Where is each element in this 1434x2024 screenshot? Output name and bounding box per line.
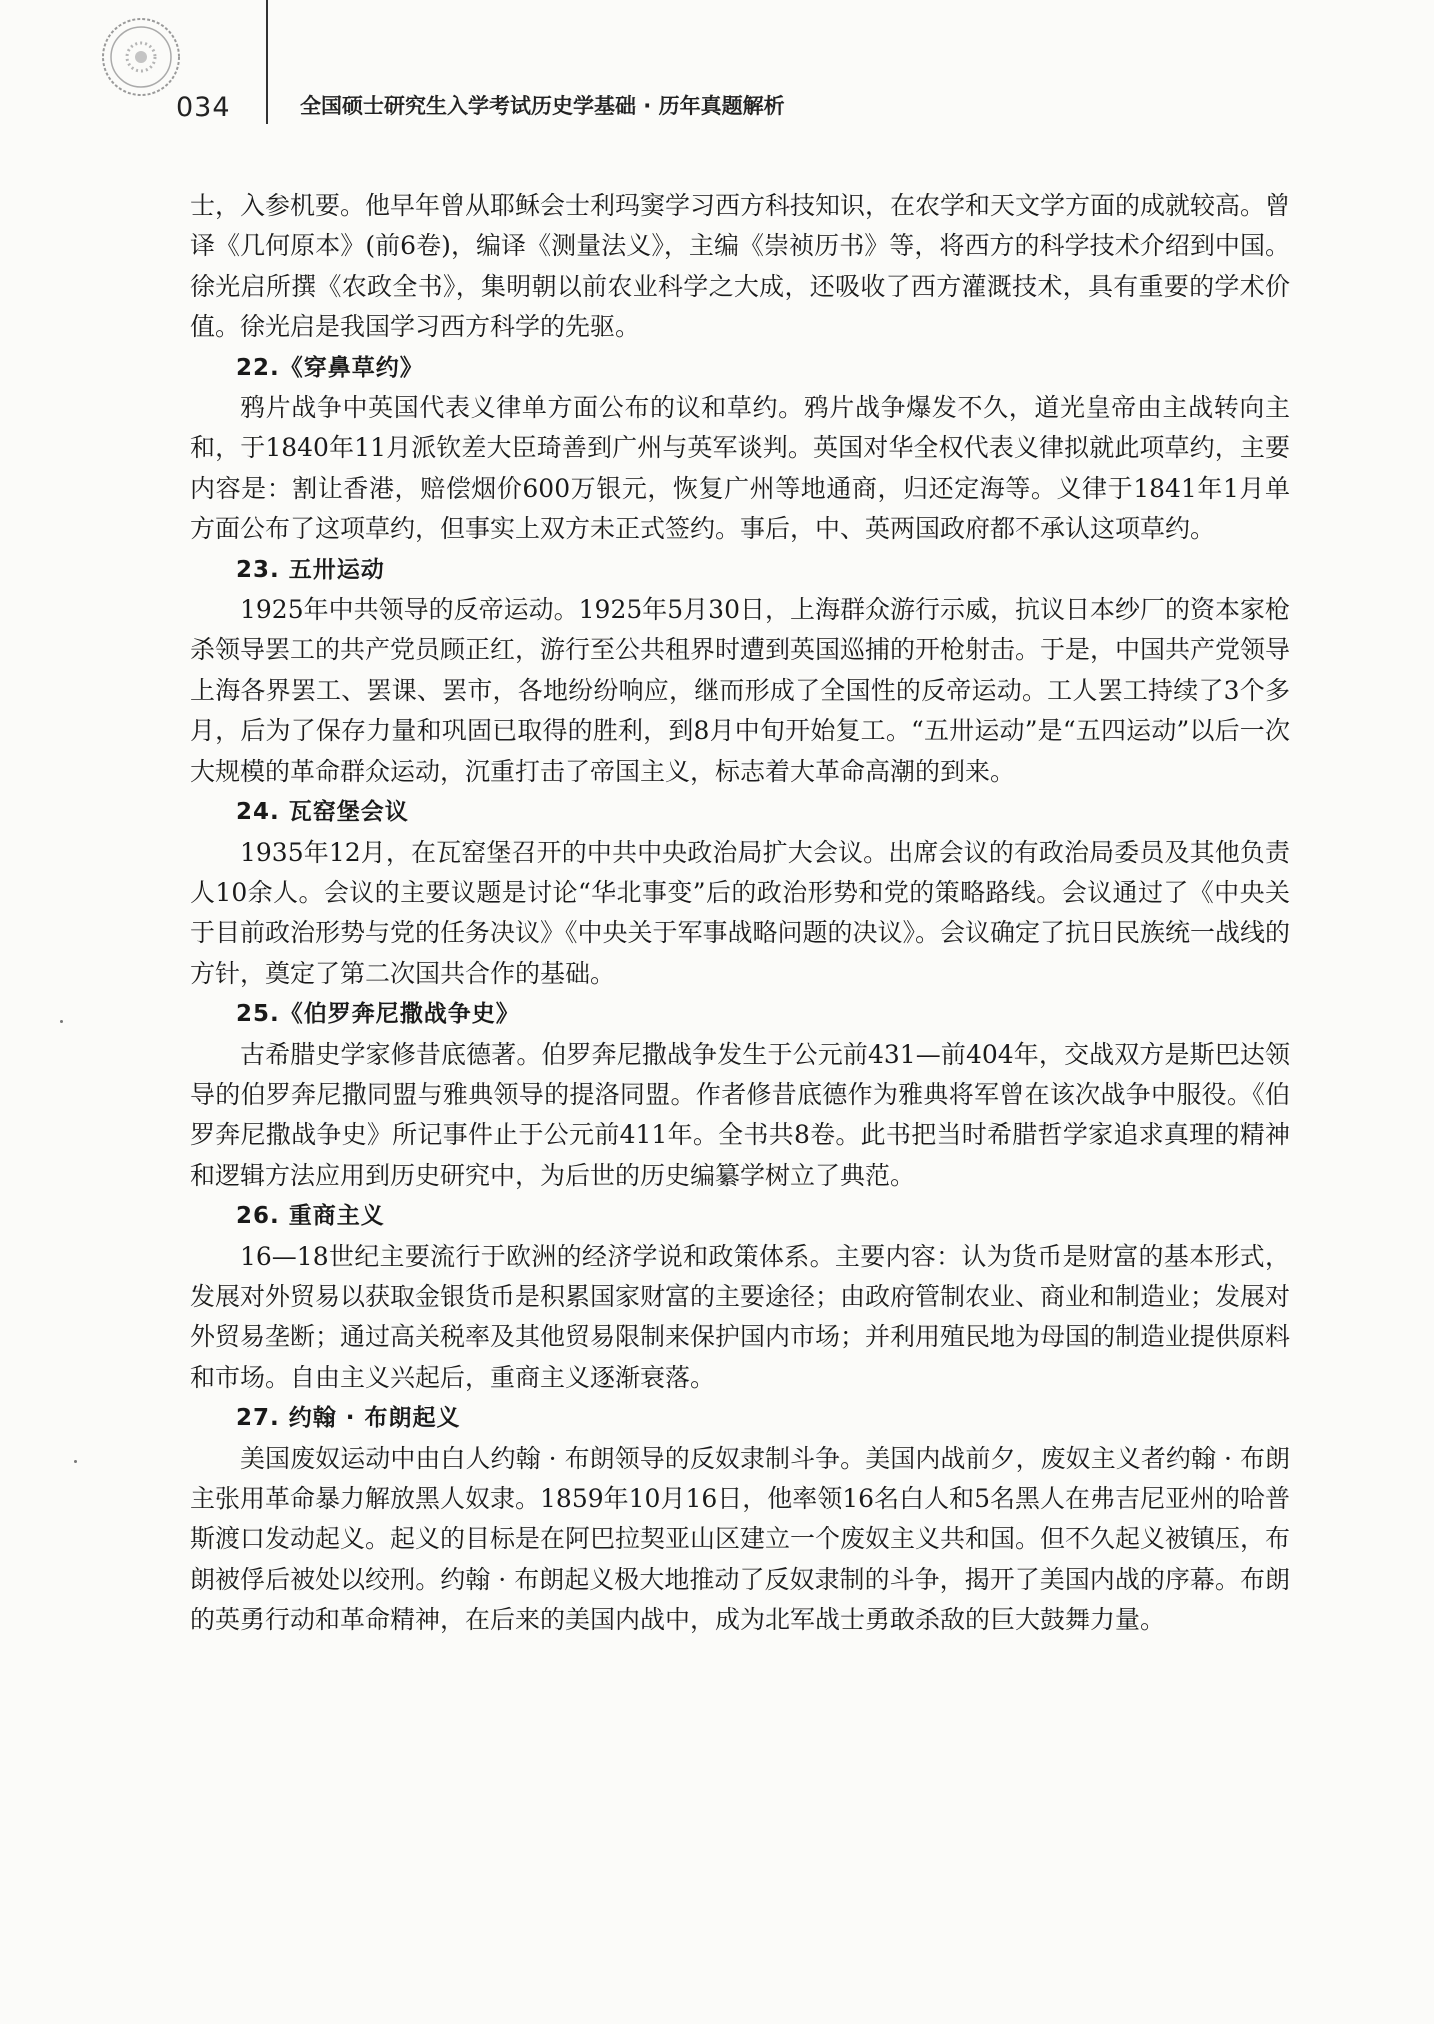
section-heading-23: 23. 五卅运动 bbox=[236, 556, 385, 583]
intro-continuation-paragraph: 士，入参机要。他早年曾从耶稣会士利玛窦学习西方科技知识，在农学和天文学方面的成就较高。曾译《几何原本》(前6卷)，编译《测量法义》，主编《崇祯历书》等，将西方的科学技术介绍到中国。徐光启所撰《农政全书》，集明朝以前农业科学之大成，还吸收了西方灌溉技术，具有重要的学术价值。徐光启是我国学习西方科学的先驱。 bbox=[190, 191, 1291, 342]
section-heading-22: 22.《穿鼻草约》 bbox=[236, 354, 424, 381]
scan-speck bbox=[74, 1460, 77, 1463]
running-title: 全国硕士研究生入学考试历史学基础 · 历年真题解析 bbox=[300, 94, 785, 118]
section-text-24: 1935年12月，在瓦窑堡召开的中共中央政治局扩大会议。出席会议的有政治局委员及其他负责人10余人。会议的主要议题是讨论“华北事变”后的政治形势和党的策略路线。会议通过了《中央关于目前政治形势与党的任务决议》《中央关于军事战略问题的决议》。会议确定了抗日民族统一战线的方针，奠定了第二次国共合作的基础。 bbox=[190, 837, 1291, 988]
page-number: 034 bbox=[176, 92, 231, 123]
section-text-27: 美国废奴运动中由白人约翰 · 布朗领导的反奴隶制斗争。美国内战前夕，废奴主义者约翰 · 布朗主张用革命暴力解放黑人奴隶。1859年10月16日，他率领16名白人和5名黑人在弗吉尼亚州的哈普斯渡口发动起义。起义的目标是在阿巴拉契亚山区建立一个废奴主义共和国。但不久起义被镇压，布朗被俘后被处以绞刑。约翰 · 布朗起义极大地推动了反奴隶制的斗争，揭开了美国内战的序幕。布朗的英勇行动和革命精神，在后来的美国内战中，成为北军战士勇敢杀敌的巨大鼓舞力量。 bbox=[190, 1443, 1291, 1635]
main-text bbox=[190, 186, 1290, 1641]
section-heading-25: 25.《伯罗奔尼撒战争史》 bbox=[236, 1001, 520, 1028]
section-text-26: 16—18世纪主要流行于欧洲的经济学说和政策体系。主要内容：认为货币是财富的基本形式，发展对外贸易以获取金银货币是积累国家财富的主要途径；由政府管制农业、商业和制造业；发展对外贸易垄断；通过高关税率及其他贸易限制来保护国内市场；并利用殖民地为母国的制造业提供原料和市场。自由主义兴起后，重商主义逐渐衰落。 bbox=[190, 1241, 1291, 1392]
library-seal-stamp bbox=[98, 14, 184, 100]
header-divider bbox=[266, 0, 268, 124]
section-heading-26: 26. 重商主义 bbox=[236, 1203, 385, 1230]
section-text-22: 鸦片战争中英国代表义律单方面公布的议和草约。鸦片战争爆发不久，道光皇帝由主战转向主和，于1840年11月派钦差大臣琦善到广州与英军谈判。英国对华全权代表义律拟就此项草约，主要内容是：割让香港，赔偿烟价600万银元，恢复广州等地通商，归还定海等。义律于1841年1月单方面公布了这项草约，但事实上双方未正式签约。事后，中、英两国政府都不承认这项草约。 bbox=[190, 393, 1290, 544]
section-heading-27: 27. 约翰 · 布朗起义 bbox=[236, 1405, 461, 1432]
section-text-23: 1925年中共领导的反帝运动。1925年5月30日，上海群众游行示威，抗议日本纱厂的资本家枪杀领导罢工的共产党员顾正红，游行至公共租界时遭到英国巡捕的开枪射击。于是，中国共产党领导上海各界罢工、罢课、罢市，各地纷纷响应，继而形成了全国性的反帝运动。工人罢工持续了3个多月，后为了保存力量和巩固已取得的胜利，到8月中旬开始复工。“五卅运动”是“五四运动”以后一次大规模的革命群众运动，沉重打击了帝国主义，标志着大革命高潮的到来。 bbox=[190, 595, 1291, 786]
section-text-25: 古希腊史学家修昔底德著。伯罗奔尼撒战争发生于公元前431—前404年，交战双方是斯巴达领导的伯罗奔尼撒同盟与雅典领导的提洛同盟。作者修昔底德作为雅典将军曾在该次战争中服役。《伯罗奔尼撒战争史》所记事件止于公元前411年。全书共8卷。此书把当时希腊哲学家追求真理的精神和逻辑方法应用到历史研究中，为后世的历史编纂学树立了典范。 bbox=[190, 1039, 1290, 1190]
section-heading-24: 24. 瓦窑堡会议 bbox=[236, 799, 409, 826]
scan-speck bbox=[60, 1020, 63, 1023]
